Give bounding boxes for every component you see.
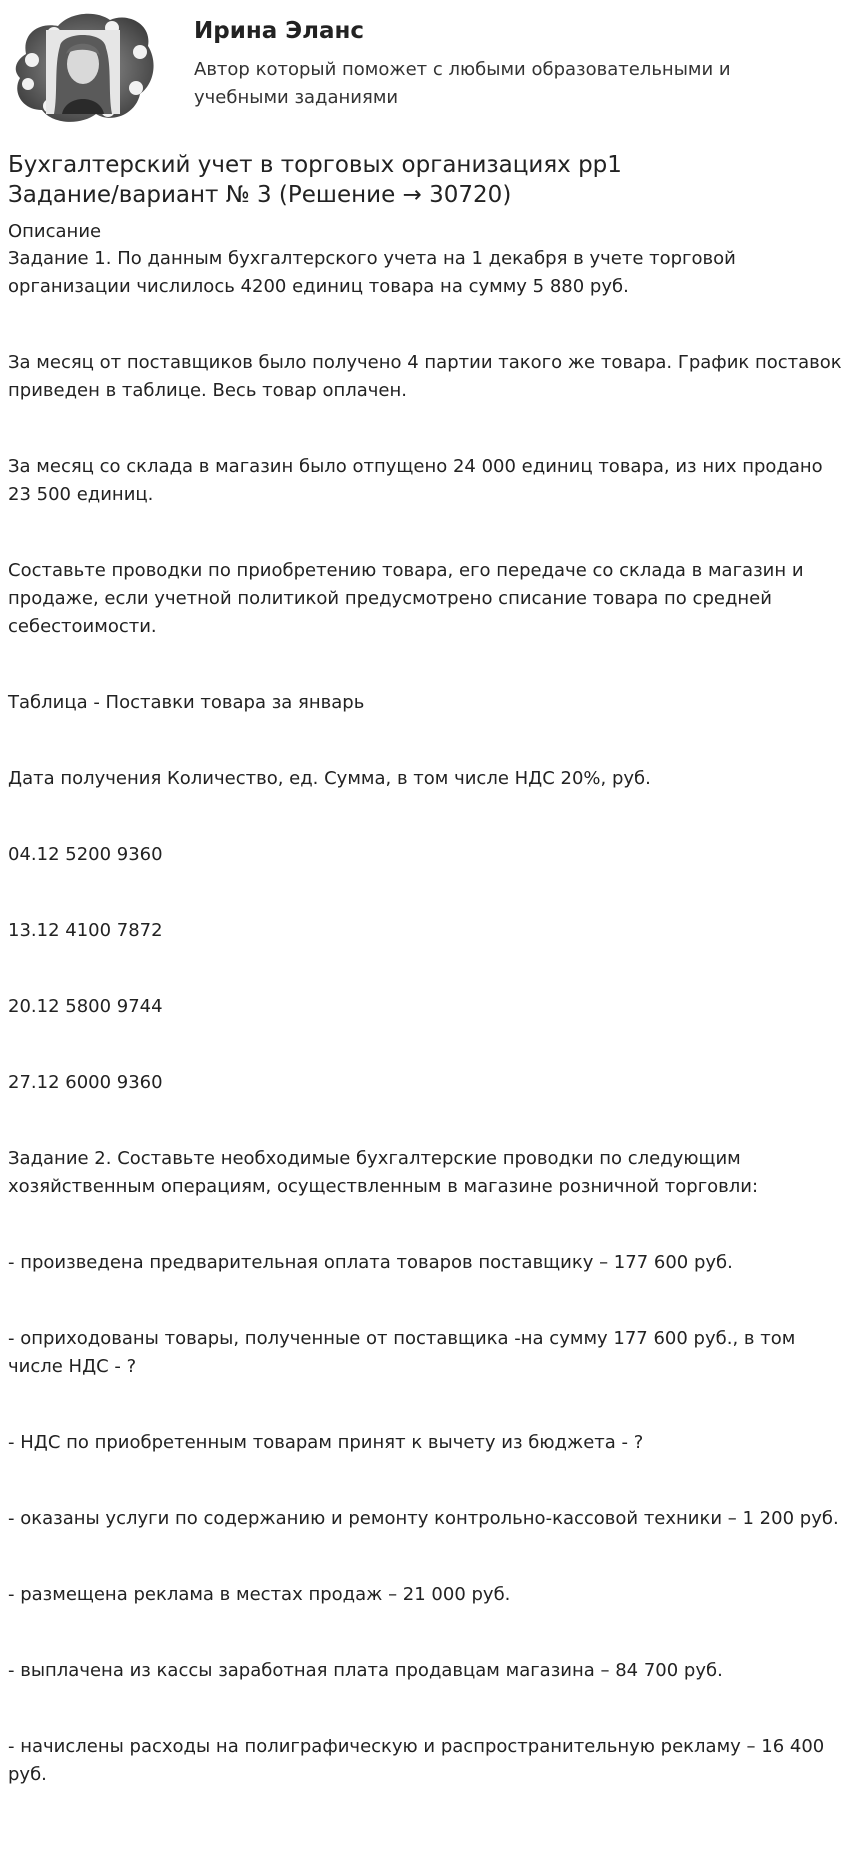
- list-item: - НДС по приобретенным товарам принят к вычету из бюджета - ?: [8, 1432, 644, 1453]
- paragraph: Задание 2. Составьте необходимые бухгалтерские проводки по следующим хозяйственным операциям, осуществленным в магазине розничной торговли:: [8, 1148, 759, 1197]
- list-item: - произведена предварительная оплата товаров поставщику – 177 600 руб.: [8, 1252, 733, 1273]
- table-row: 13.12 4100 7872: [8, 920, 163, 941]
- paragraph: Задание 1. По данным бухгалтерского учета на 1 декабря в учете торговой организации числилось 4200 единиц товара на сумму 5 880 руб.: [8, 248, 736, 297]
- document-body: [8, 245, 842, 1789]
- table-row: 20.12 5800 9744: [8, 996, 163, 1017]
- document-title: [8, 150, 838, 210]
- document-title-line-1: Бухгалтерский учет в торговых организациях рр1: [8, 152, 622, 178]
- author-description: Автор который поможет с любыми образовательными и учебными заданиями: [194, 59, 731, 108]
- table-caption: Таблица - Поставки товара за январь: [8, 692, 365, 713]
- author-avatar[interactable]: [8, 6, 158, 126]
- paragraph: За месяц со склада в магазин было отпущено 24 000 единиц товара, из них продано 23 500 единиц.: [8, 456, 823, 505]
- list-item: - оприходованы товары, полученные от поставщика -на сумму 177 600 руб., в том числе НДС - ?: [8, 1328, 796, 1377]
- author-portrait: [46, 30, 120, 114]
- table-row: 27.12 6000 9360: [8, 1072, 163, 1093]
- list-item: - начислены расходы на полиграфическую и распространительную рекламу – 16 400 руб.: [8, 1736, 825, 1785]
- list-item: - выплачена из кассы заработная плата продавцам магазина – 84 700 руб.: [8, 1660, 723, 1681]
- document-title-line-2: Задание/вариант № 3 (Решение → 30720): [8, 182, 512, 208]
- paragraph: За месяц от поставщиков было получено 4 партии такого же товара. График поставок приведен в таблице. Весь товар оплачен.: [8, 352, 842, 401]
- table-row: 04.12 5200 9360: [8, 844, 163, 865]
- author-name[interactable]: Ирина Эланс: [194, 18, 365, 44]
- list-item: - оказаны услуги по содержанию и ремонту контрольно-кассовой техники – 1 200 руб.: [8, 1508, 839, 1529]
- paragraph: Составьте проводки по приобретению товара, его передаче со склада в магазин и продаже, если учетной политикой предусмотрено списание товара по средней себестоимости.: [8, 560, 804, 637]
- list-item: - размещена реклама в местах продаж – 21 000 руб.: [8, 1584, 511, 1605]
- table-header-row: Дата получения Количество, ед. Сумма, в том числе НДС 20%, руб.: [8, 768, 651, 789]
- description-label: Описание: [8, 221, 102, 242]
- author-card: [8, 6, 839, 126]
